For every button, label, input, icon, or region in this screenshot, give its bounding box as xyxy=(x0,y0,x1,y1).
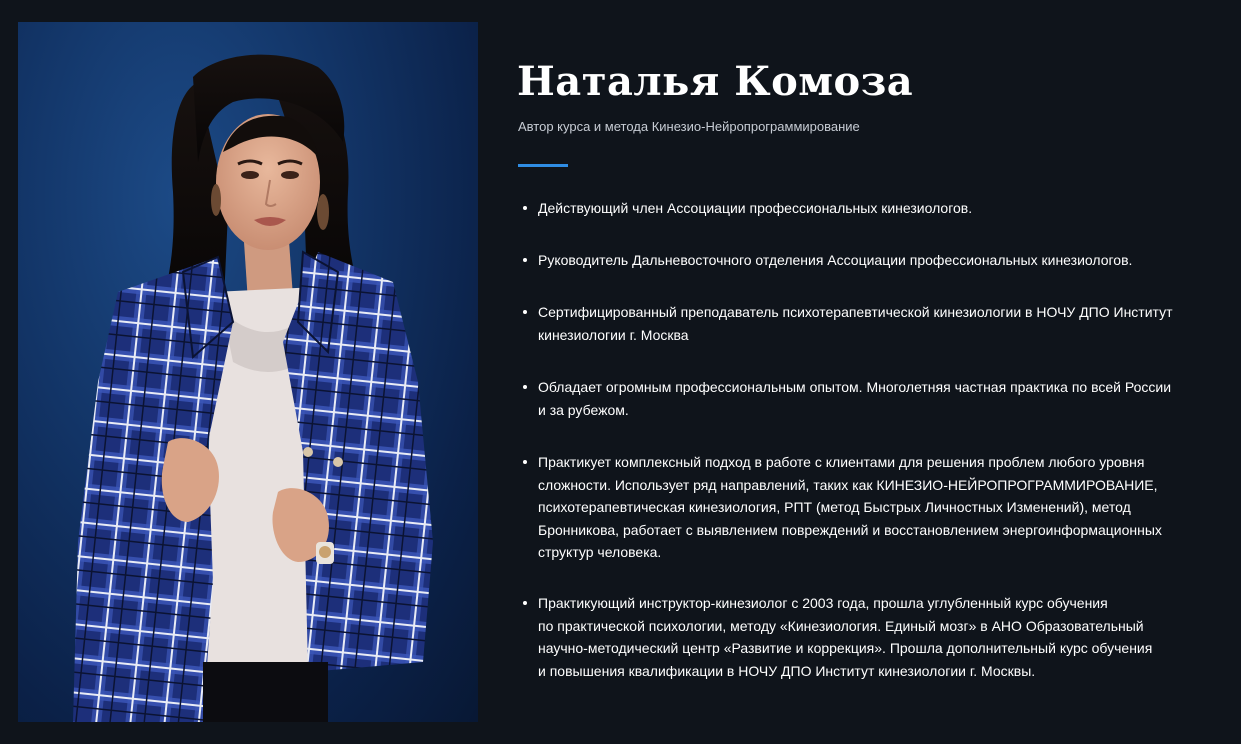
bio-item-text: Действующий член Ассоциации профессиональных кинезиологов. xyxy=(538,200,973,216)
bio-item xyxy=(520,249,1180,272)
bio-item xyxy=(520,376,1180,421)
bio-item-text: Практикует комплексный подход в работе с клиентами для решения проблем любого уровня сложности. Использует ряд направлений, таких как КИНЕЗИО-НЕЙРОПРОГРАММИРОВАНИЕ, психотерапевтическая кинезиология, РПТ (метод Быстрых Личностных Изменений), метод Бронникова, работает с выявлением повреждений и восстановлением энергоинформационных структур человека. xyxy=(538,454,1162,560)
subtitle: Автор курса и метода Кинезио-Нейропрограммирование xyxy=(518,119,860,134)
profile-photo xyxy=(18,22,478,722)
bio-item-text: Руководитель Дальневосточного отделения Ассоциации профессиональных кинезиологов. xyxy=(538,252,1133,268)
portrait-photo-icon xyxy=(18,22,478,722)
bio-item-text: Практикующий инструктор-кинезиолог с 2003 года, прошла углубленный курс обучения по практической психологии, методу «Кинезиология. Единый мозг» в АНО Образовательный научно-методический центр «Развитие и коррекция». Прошла дополнительный курс обучения и повышения квалификации в НОЧУ ДПО Институт кинезиологии г. Москвы. xyxy=(538,595,1153,679)
bio-item-text: Обладает огромным профессиональным опытом. Многолетняя частная практика по всей России и за рубежом. xyxy=(538,379,1172,418)
bio-item xyxy=(520,592,1180,682)
bio-item xyxy=(520,197,1180,220)
accent-divider xyxy=(518,164,568,167)
page-title: Наталья Комоза xyxy=(517,58,914,105)
bio-item xyxy=(520,301,1180,346)
bio-item-text: Сертифицированный преподаватель психотерапевтической кинезиологии в НОЧУ ДПО Институт кинезиологии г. Москва xyxy=(538,304,1173,343)
bio-item xyxy=(520,451,1180,564)
